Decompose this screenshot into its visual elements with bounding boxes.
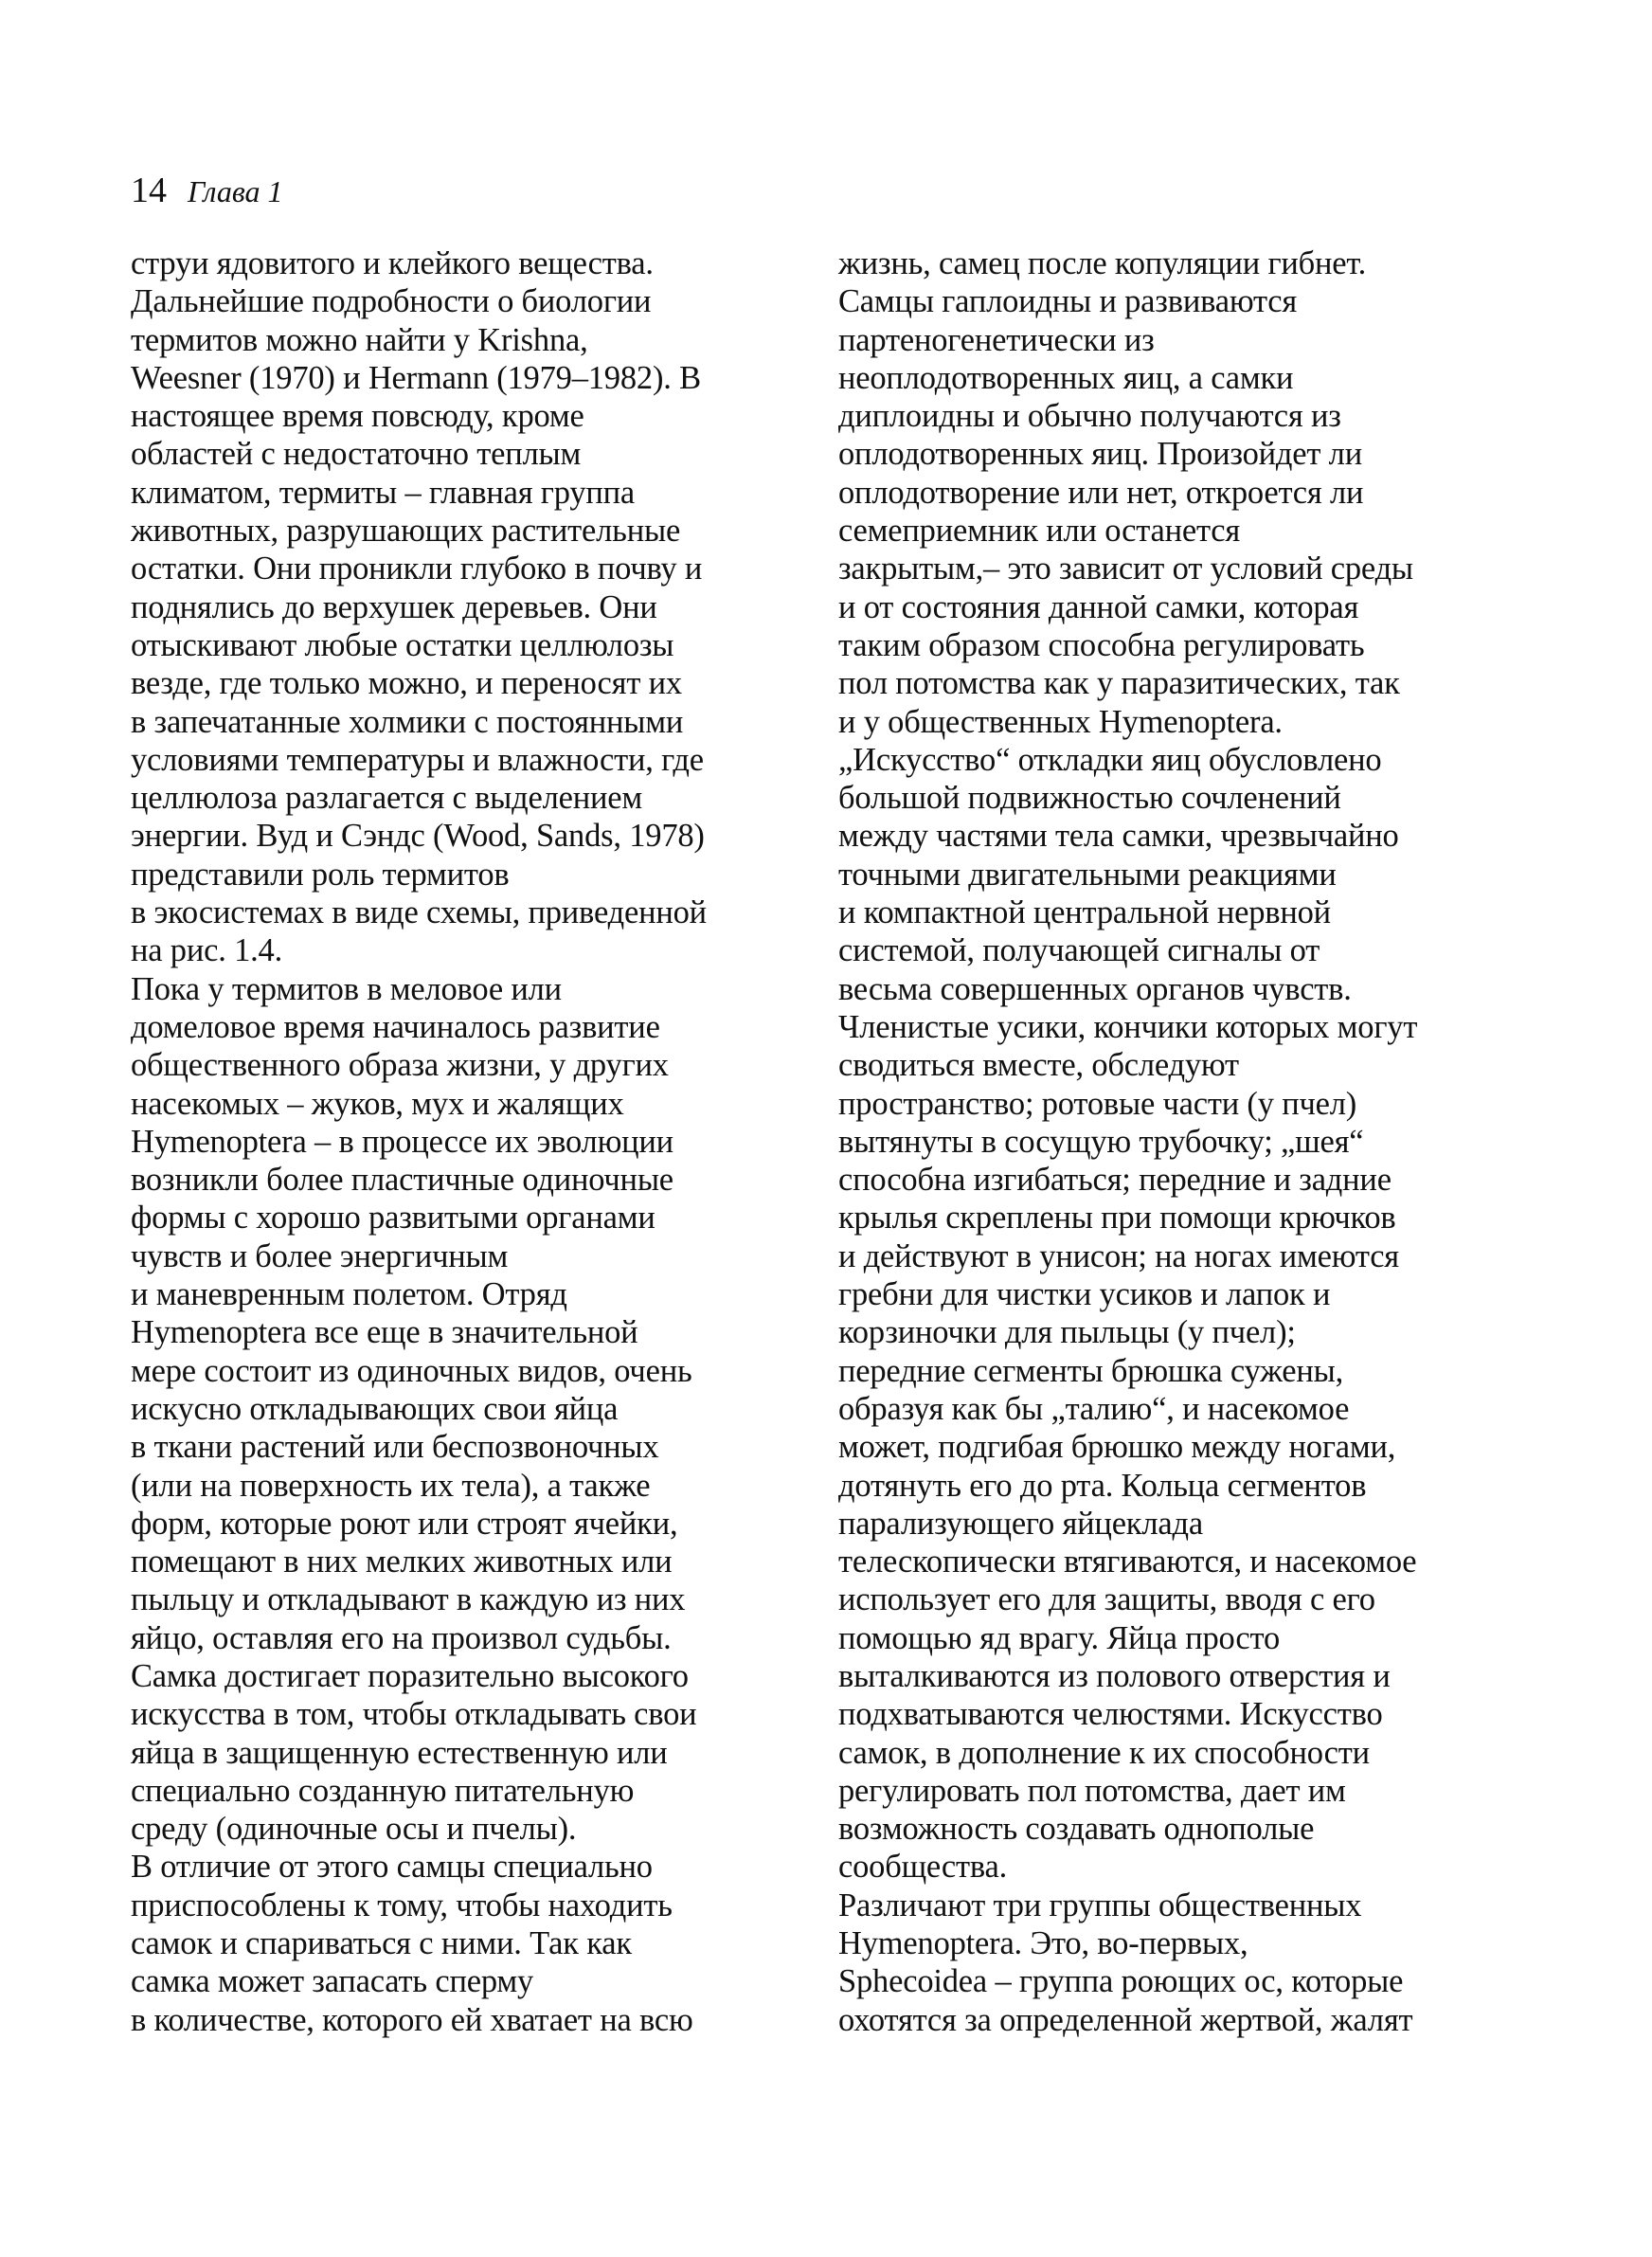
text-line: поднялись до верхушек деревьев. Они (131, 588, 657, 625)
text-line: передние сегменты брюшка сужены, (838, 1352, 1344, 1389)
text-line: в экосистемах в виде схемы, приведенной (131, 894, 707, 931)
text-line: приспособлены к тому, чтобы находить (131, 1887, 673, 1923)
text-line: чувств и более энергичным (131, 1237, 509, 1274)
text-line: (или на поверхность их тела), а также (131, 1467, 651, 1504)
text-line: способна изгибаться; передние и задние (838, 1162, 1392, 1199)
right-text-column (838, 244, 1520, 2039)
text-line: на рис. 1.4. (131, 932, 283, 969)
text-line: подхватываются челюстями. Искусство (838, 1696, 1383, 1733)
text-line: гребни для чистки усиков и лапок и (838, 1276, 1331, 1313)
text-line: животных, разрушающих растительные (131, 513, 681, 550)
text-line: оплодотворенных яиц. Произойдет ли (838, 436, 1362, 473)
text-line: струи ядовитого и клейкого вещества. (131, 245, 654, 281)
text-line: вытянуты в сосущую трубочку; „шея“ (838, 1123, 1364, 1160)
text-line: домеловое время начиналось развитие (131, 1008, 660, 1045)
text-line: специально созданную питательную (131, 1772, 635, 1809)
left-text-column (131, 244, 808, 2039)
text-line: пол потомства как у паразитических, так (838, 665, 1400, 702)
text-line: оплодотворение или нет, откроется ли (838, 474, 1364, 511)
text-line: самок, в дополнение к их способности (838, 1734, 1370, 1771)
text-line: Самцы гаплоидны и развиваются (838, 283, 1298, 320)
text-line: областей с недостаточно теплым (131, 436, 582, 473)
text-line: неоплодотворенных яиц, а самки (838, 359, 1294, 396)
text-line: Дальнейшие подробности о биологии (131, 283, 652, 320)
text-line: Hymenoptera все еще в значительной (131, 1314, 638, 1351)
text-line: искусно откладывающих свои яйца (131, 1390, 619, 1427)
chapter-title: Глава 1 (188, 174, 283, 208)
text-line: и у общественных Hymenoptera. (838, 703, 1283, 740)
text-line: общественного образа жизни, у других (131, 1047, 669, 1084)
text-line: партеногенетически из (838, 321, 1155, 358)
text-line: помощью яд врагу. Яйца просто (838, 1619, 1281, 1656)
text-line: целлюлоза разлагается с выделением (131, 780, 643, 817)
text-line: регулировать пол потомства, дает им (838, 1772, 1346, 1809)
text-line: весьма совершенных органов чувств. (838, 970, 1352, 1007)
text-line: дотянуть его до рта. Кольца сегментов (838, 1467, 1367, 1504)
text-line: образуя как бы „талию“, и насекомое (838, 1390, 1350, 1427)
text-line: точными двигательными реакциями (838, 856, 1337, 893)
text-line: пространство; ротовые части (у пчел) (838, 1085, 1357, 1122)
text-line: Членистые усики, кончики которых могут (838, 1008, 1418, 1045)
text-line: между частями тела самки, чрезвычайно (838, 818, 1399, 855)
text-line: в ткани растений или беспозвоночных (131, 1429, 659, 1466)
text-line: настоящее время повсюду, кроме (131, 398, 584, 435)
text-line: диплоидны и обычно получаются из (838, 398, 1341, 435)
text-line: В отличие от этого самцы специально (131, 1849, 653, 1886)
text-line: и маневренным полетом. Отряд (131, 1276, 567, 1313)
text-line: пыльцу и откладывают в каждую из них (131, 1581, 686, 1618)
text-line: мере состоит из одиночных видов, очень (131, 1352, 692, 1389)
text-line: крылья скреплены при помощи крючков (838, 1200, 1396, 1237)
text-line: возможность создавать однополые (838, 1811, 1315, 1848)
text-line: в запечатанные холмики с постоянными (131, 703, 684, 740)
text-line: остатки. Они проникли глубоко в почву и (131, 551, 703, 587)
text-line: формы с хорошо развитыми органами (131, 1200, 655, 1237)
text-line: энергии. Вуд и Сэндс (Wood, Sands, 1978) (131, 818, 705, 855)
text-line: возникли более пластичные одиночные (131, 1162, 673, 1199)
text-line: и компактной центральной нервной (838, 894, 1331, 931)
text-line: среду (одиночные осы и пчелы). (131, 1811, 577, 1848)
text-line: везде, где только можно, и переносят их (131, 665, 682, 702)
text-line: корзиночки для пыльцы (у пчел); (838, 1314, 1296, 1351)
text-line: семеприемник или останется (838, 513, 1241, 550)
text-line: Sphecoidea – группа роющих ос, которые (838, 1963, 1404, 2000)
text-line: „Искусство“ откладки яиц обусловлено (838, 741, 1382, 778)
text-line: помещают в них мелких животных или (131, 1544, 673, 1580)
text-line: искусства в том, чтобы откладывать свои (131, 1696, 697, 1733)
text-line: телескопически втягиваются, и насекомое (838, 1544, 1417, 1580)
text-line: таким образом способна регулировать (838, 626, 1365, 663)
text-line: термитов можно найти у Krishna, (131, 321, 588, 358)
text-line: охотятся за определенной жертвой, жалят (838, 2001, 1413, 2038)
text-line: насекомых – жуков, мух и жалящих (131, 1085, 624, 1122)
text-line: Пока у термитов в меловое или (131, 970, 562, 1007)
text-line: парализующего яйцеклада (838, 1505, 1203, 1542)
text-line: может, подгибая брюшко между ногами, (838, 1429, 1396, 1466)
text-line: климатом, термиты – главная группа (131, 474, 636, 511)
text-line: выталкиваются из полового отверстия и (838, 1657, 1391, 1694)
page-number: 14 (131, 171, 167, 210)
text-line: закрытым,– это зависит от условий среды (838, 551, 1413, 587)
text-line: использует его для защиты, вводя с его (838, 1581, 1375, 1618)
text-line: Самка достигает поразительно высокого (131, 1657, 689, 1694)
text-line: и от состояния данной самки, которая (838, 588, 1359, 625)
text-line: отыскивают любые остатки целлюлозы (131, 626, 674, 663)
text-line: Различают три группы общественных (838, 1887, 1362, 1923)
text-line: в количестве, которого ей хватает на всю (131, 2001, 693, 2038)
text-line: представили роль термитов (131, 856, 510, 893)
text-line: самок и спариваться с ними. Так как (131, 1925, 632, 1962)
text-line: жизнь, самец после копуляции гибнет. (838, 245, 1367, 281)
text-line: форм, которые роют или строят ячейки, (131, 1505, 678, 1542)
text-line: яйцо, оставляя его на произвол судьбы. (131, 1619, 672, 1656)
text-line: системой, получающей сигналы от (838, 932, 1320, 969)
text-line: и действуют в унисон; на ногах имеются (838, 1237, 1399, 1274)
text-line: яйца в защищенную естественную или (131, 1734, 668, 1771)
text-line: Hymenoptera. Это, во-первых, (838, 1925, 1248, 1962)
text-line: сводиться вместе, обследуют (838, 1047, 1239, 1084)
text-line: сообщества. (838, 1849, 1008, 1886)
text-line: условиями температуры и влажности, где (131, 741, 704, 778)
text-line: Weesner (1970) и Hermann (1979–1982). В (131, 359, 701, 396)
text-line: самка может запасать сперму (131, 1963, 534, 2000)
text-line: большой подвижностью сочленений (838, 780, 1341, 817)
page-header (131, 169, 283, 213)
text-line: Hymenoptera – в процессе их эволюции (131, 1123, 673, 1160)
